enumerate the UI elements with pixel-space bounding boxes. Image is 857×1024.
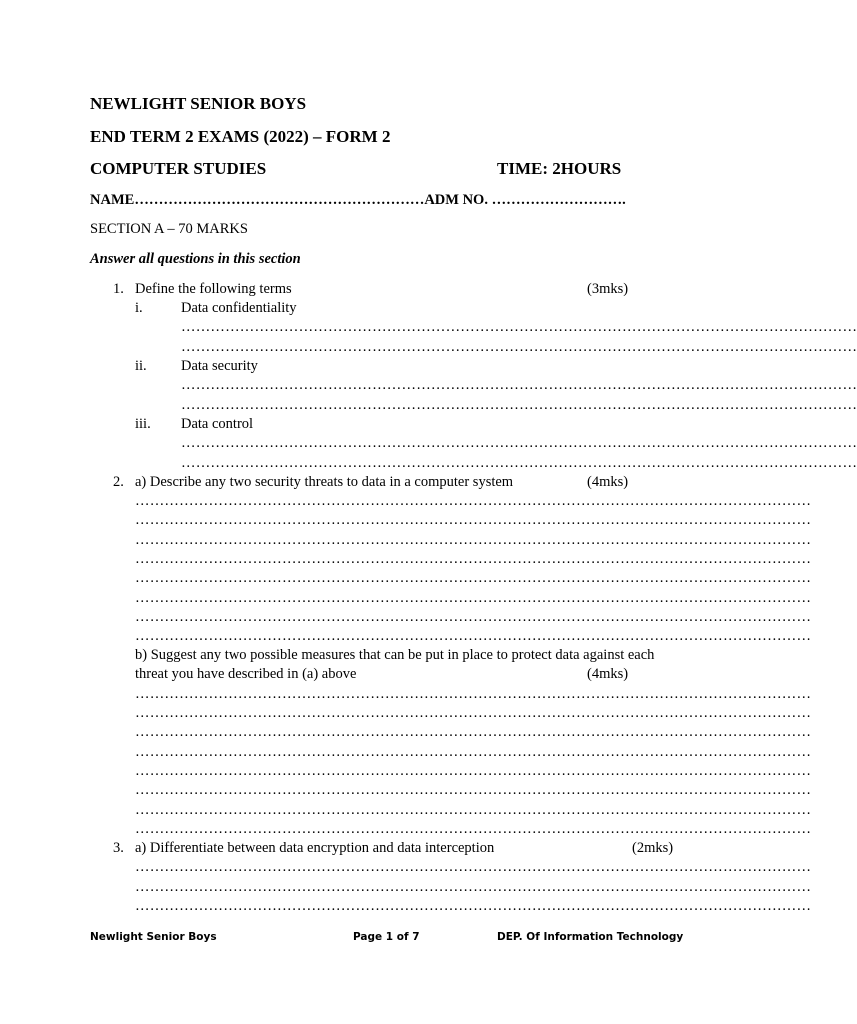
q1-item-label: Data security bbox=[181, 358, 258, 374]
q2b-text: b) Suggest any two possible measures that can be put in place to protect data against each bbox=[135, 647, 655, 663]
name-adm-line bbox=[90, 192, 626, 209]
footer-department: DEP. Of Information Technology bbox=[497, 931, 684, 943]
q3a-text: a) Differentiate between data encryption and data interception bbox=[135, 840, 495, 856]
answer-line: ………………………………………………………………………………………………………………………… bbox=[135, 724, 812, 740]
school-name: NEWLIGHT SENIOR BOYS bbox=[90, 94, 307, 113]
answer-line: ………………………………………………………………………………………………………………………… bbox=[135, 609, 812, 625]
q2b-marks: (4mks) bbox=[587, 666, 629, 682]
answer-line: ………………………………………………………………………………………………………………………… bbox=[135, 859, 812, 875]
answer-line: ………………………………………………………………………………………………………………………… bbox=[135, 898, 812, 914]
exam-title: END TERM 2 EXAMS (2022) – FORM 2 bbox=[90, 127, 391, 146]
answer-line: ………………………………………………………………………………………………………………………… bbox=[181, 455, 857, 471]
answer-line: ………………………………………………………………………………………………………………………… bbox=[135, 512, 812, 528]
answer-line: ………………………………………………………………………………………………………………………… bbox=[135, 705, 812, 721]
instruction: Answer all questions in this section bbox=[90, 251, 301, 267]
answer-line: ………………………………………………………………………………………………………………………… bbox=[135, 570, 812, 586]
q1-item-label: Data control bbox=[181, 416, 254, 432]
answer-line: ………………………………………………………………………………………………………………………… bbox=[181, 397, 857, 413]
footer-page-number: Page 1 of 7 bbox=[353, 931, 420, 943]
q1-item-label: Data confidentiality bbox=[181, 300, 297, 316]
section-heading: SECTION A – 70 MARKS bbox=[90, 221, 248, 237]
q2a-marks: (4mks) bbox=[587, 474, 629, 490]
answer-line: ………………………………………………………………………………………………………………………… bbox=[135, 493, 812, 509]
answer-line: ………………………………………………………………………………………………………………………… bbox=[135, 628, 812, 644]
q1-text: Define the following terms bbox=[135, 281, 292, 297]
q1-item-number: ii. bbox=[135, 358, 147, 374]
adm-label: ADM NO. bbox=[424, 192, 488, 208]
q1-item-number: i. bbox=[135, 300, 143, 316]
answer-line: ………………………………………………………………………………………………………………………… bbox=[181, 339, 857, 355]
q2a-text: a) Describe any two security threats to data in a computer system bbox=[135, 474, 514, 490]
answer-line: ………………………………………………………………………………………………………………………… bbox=[135, 879, 812, 895]
footer-school: Newlight Senior Boys bbox=[90, 931, 217, 943]
q1-marks: (3mks) bbox=[587, 281, 629, 297]
name-field: …………………………………………………… bbox=[134, 192, 425, 208]
answer-line: ………………………………………………………………………………………………………………………… bbox=[135, 744, 812, 760]
answer-line: ………………………………………………………………………………………………………………………… bbox=[135, 551, 812, 567]
answer-line: ………………………………………………………………………………………………………………………… bbox=[135, 821, 812, 837]
answer-line: ………………………………………………………………………………………………………………………… bbox=[135, 590, 812, 606]
answer-line: ………………………………………………………………………………………………………………………… bbox=[135, 532, 812, 548]
exam-time: TIME: 2HOURS bbox=[497, 159, 622, 178]
q2b-text-continued: threat you have described in (a) above bbox=[135, 666, 357, 682]
answer-line: ………………………………………………………………………………………………………………………… bbox=[181, 377, 857, 393]
name-label: NAME bbox=[90, 192, 135, 208]
adm-field: ………………………. bbox=[491, 192, 626, 208]
subject-title: COMPUTER STUDIES bbox=[90, 159, 267, 178]
q3-number: 3. bbox=[113, 840, 124, 856]
answer-line: ………………………………………………………………………………………………………………………… bbox=[135, 763, 812, 779]
answer-line: ………………………………………………………………………………………………………………………… bbox=[181, 435, 857, 451]
q3a-marks: (2mks) bbox=[632, 840, 674, 856]
answer-line: ………………………………………………………………………………………………………………………… bbox=[135, 686, 812, 702]
answer-line: ………………………………………………………………………………………………………………………… bbox=[181, 319, 857, 335]
q2-number: 2. bbox=[113, 474, 124, 490]
q1-item-number: iii. bbox=[135, 416, 151, 432]
q1-number: 1. bbox=[113, 281, 124, 297]
answer-line: ………………………………………………………………………………………………………………………… bbox=[135, 782, 812, 798]
answer-line: ………………………………………………………………………………………………………………………… bbox=[135, 802, 812, 818]
